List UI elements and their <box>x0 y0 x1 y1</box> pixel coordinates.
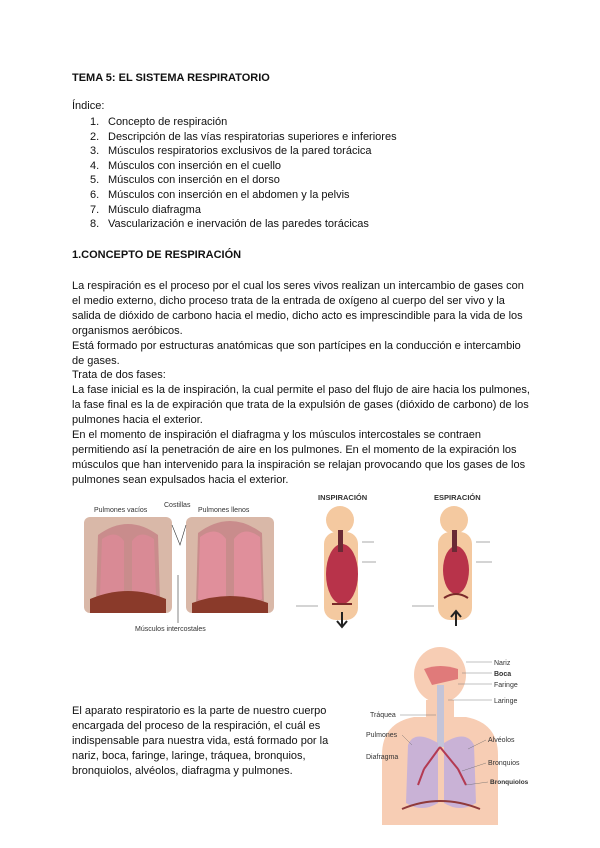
index-text: Músculo diafragma <box>108 203 201 216</box>
index-number: 4. <box>90 159 100 172</box>
right-ribcage <box>186 517 274 613</box>
respiratory-system-paragraph: El aparato respiratorio es la parte de nuestro cuerpo encargada del proceso de la respiración, el cuál es indispensable para nuestra vida, está formado por la nariz, boca, faringe, laringe, tráquea, bronquios, bronquiolos, alvéolos, diafragma y pulmones. <box>72 705 329 777</box>
left-ribcage <box>84 517 172 613</box>
section-body <box>72 279 532 488</box>
index-item <box>72 203 397 218</box>
index-item <box>72 173 397 188</box>
label-laringe: Laringe <box>494 698 518 705</box>
section-heading: 1.CONCEPTO DE RESPIRACIÓN <box>72 249 242 261</box>
lungs-ribcage-figure <box>80 495 280 635</box>
paragraph: La fase inicial es la de inspiración, la cual permite el paso del flujo de aire hacia los pulmones, la fase final es la de expiración que trata de la expulsión de gases (dióxido de carbono) de los pulmones hacia el exterior. <box>72 384 530 427</box>
index-text: Descripción de las vías respiratorias superiores e inferiores <box>108 130 397 143</box>
label-full-lungs: Pulmones llenos <box>198 507 250 514</box>
index-item <box>72 159 397 174</box>
index-number: 5. <box>90 174 100 187</box>
label-faringe: Faringe <box>494 682 518 689</box>
label-diafragma: Diafragma <box>366 754 399 761</box>
index-item <box>72 217 397 232</box>
index-item <box>72 130 397 145</box>
breathing-phases-figure <box>292 490 502 635</box>
document-title: TEMA 5: EL SISTEMA RESPIRATORIO <box>72 72 270 84</box>
label-expiration: ESPIRACIÓN <box>434 493 481 502</box>
paragraph: La respiración es el proceso por el cual los seres vivos realizan un intercambio de gases con el medio externo, dicho proceso trata de la entrada de oxígeno al cuerpo del ser vivo y la salida de dióxido de carbono hacia el medio, dicho acto es imprescindible para la vida de los organismos aeróbicos. <box>72 280 524 337</box>
index-item <box>72 188 397 203</box>
label-intercostal-muscles: Músculos intercostales <box>135 626 206 633</box>
paragraph: Trata de dos fases: <box>72 369 166 382</box>
label-boca: Boca <box>494 671 512 678</box>
index-number: 6. <box>90 188 100 201</box>
index-number: 2. <box>90 130 100 143</box>
label-bronquiolos: Bronquiolos <box>490 779 529 786</box>
label-bronquios: Bronquios <box>488 760 520 767</box>
respiratory-system-figure <box>362 645 532 825</box>
index-label: Índice: <box>72 100 105 112</box>
label-inspiration: INSPIRACIÓN <box>318 493 368 502</box>
index-number: 1. <box>90 116 100 128</box>
index-item <box>72 115 397 130</box>
index-number: 7. <box>90 203 100 216</box>
label-ribs: Costillas <box>164 502 191 509</box>
expiration-body <box>412 506 492 626</box>
label-traquea: Tráquea <box>370 712 396 719</box>
paragraph: Está formado por estructuras anatómicas que son partícipes en la conducción e intercambio de gases. <box>72 339 521 367</box>
index-text: Músculos con inserción en el dorso <box>108 174 280 187</box>
index-number: 3. <box>90 145 100 158</box>
index-item <box>72 144 397 159</box>
paragraph: En el momento de inspiración el diafragma y los músculos intercostales se contraen permitiendo así la penetración de aire en los pulmones. En el momento de la expiración los músculos que han intervenido para la inspiración se relajan provocando que los gases de los pulmones sean expulsados hacia el exterior. <box>72 429 526 486</box>
label-pulmones: Pulmones <box>366 732 398 739</box>
label-empty-lungs: Pulmones vacíos <box>94 507 148 514</box>
inspiration-body <box>296 506 376 627</box>
index-text: Músculos respiratorios exclusivos de la pared torácica <box>108 145 372 158</box>
index-list <box>72 115 397 232</box>
index-text: Músculos con inserción en el cuello <box>108 159 282 172</box>
index-text: Concepto de respiración <box>108 116 228 128</box>
index-text: Vascularización e inervación de las paredes torácicas <box>108 218 369 231</box>
trachea-shape <box>437 685 444 747</box>
label-alveolos: Alvéolos <box>488 737 515 744</box>
index-number: 8. <box>90 218 100 231</box>
index-text: Músculos con inserción en el abdomen y la pelvis <box>108 188 350 201</box>
label-nariz: Nariz <box>494 660 511 667</box>
